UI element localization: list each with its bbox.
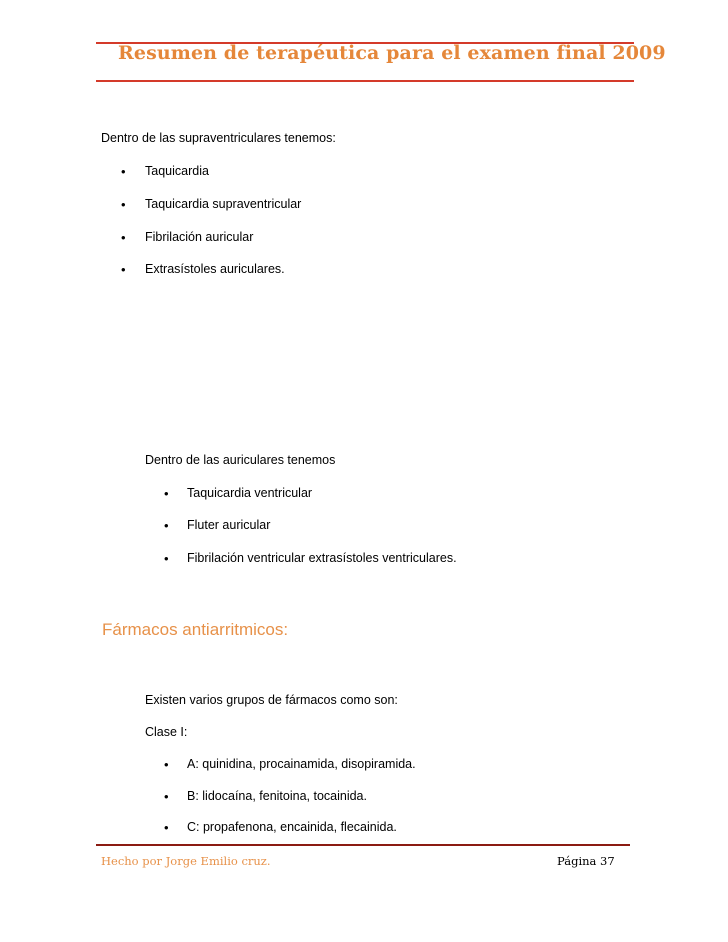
- footer-author: Hecho por Jorge Emilio cruz.: [101, 854, 271, 868]
- list-item-label: Fibrilación ventricular extrasístoles ventriculares.: [187, 551, 457, 565]
- list-item-label: B: lidocaína, fenitoina, tocainida.: [187, 789, 367, 803]
- footer-rule: [96, 844, 630, 846]
- bullet-icon: •: [164, 757, 169, 772]
- header-bottom-rule: [96, 80, 634, 82]
- list-item-label: Taquicardia ventricular: [187, 486, 313, 500]
- class-label: Clase I:: [145, 725, 188, 739]
- list-item-label: Taquicardia: [145, 164, 209, 178]
- list-item-label: Taquicardia supraventricular: [145, 197, 302, 211]
- bullet-icon: •: [121, 262, 126, 277]
- list-item-label: Fibrilación auricular: [145, 230, 254, 244]
- bullet-icon: •: [164, 551, 169, 566]
- supraventricular-intro: Dentro de las supraventriculares tenemos:: [101, 131, 336, 145]
- bullet-icon: •: [164, 820, 169, 835]
- bullet-icon: •: [164, 789, 169, 804]
- list-item-label: Extrasístoles auriculares.: [145, 262, 285, 276]
- bullet-icon: •: [164, 486, 169, 501]
- page-header-title: Resumen de terapéutica para el examen final 2009: [118, 42, 666, 64]
- bullet-icon: •: [121, 197, 126, 212]
- bullet-icon: •: [164, 518, 169, 533]
- list-item-label: A: quinidina, procainamida, disopiramida.: [187, 757, 416, 771]
- auricular-intro: Dentro de las auriculares tenemos: [145, 453, 336, 467]
- list-item-label: Fluter auricular: [187, 518, 271, 532]
- farmacos-intro: Existen varios grupos de fármacos como son:: [145, 693, 398, 707]
- bullet-icon: •: [121, 230, 126, 245]
- bullet-icon: •: [121, 164, 126, 179]
- farmacos-heading: Fármacos antiarritmicos:: [102, 620, 289, 639]
- list-item-label: C: propafenona, encainida, flecainida.: [187, 820, 397, 834]
- page-number: Página 37: [557, 854, 615, 868]
